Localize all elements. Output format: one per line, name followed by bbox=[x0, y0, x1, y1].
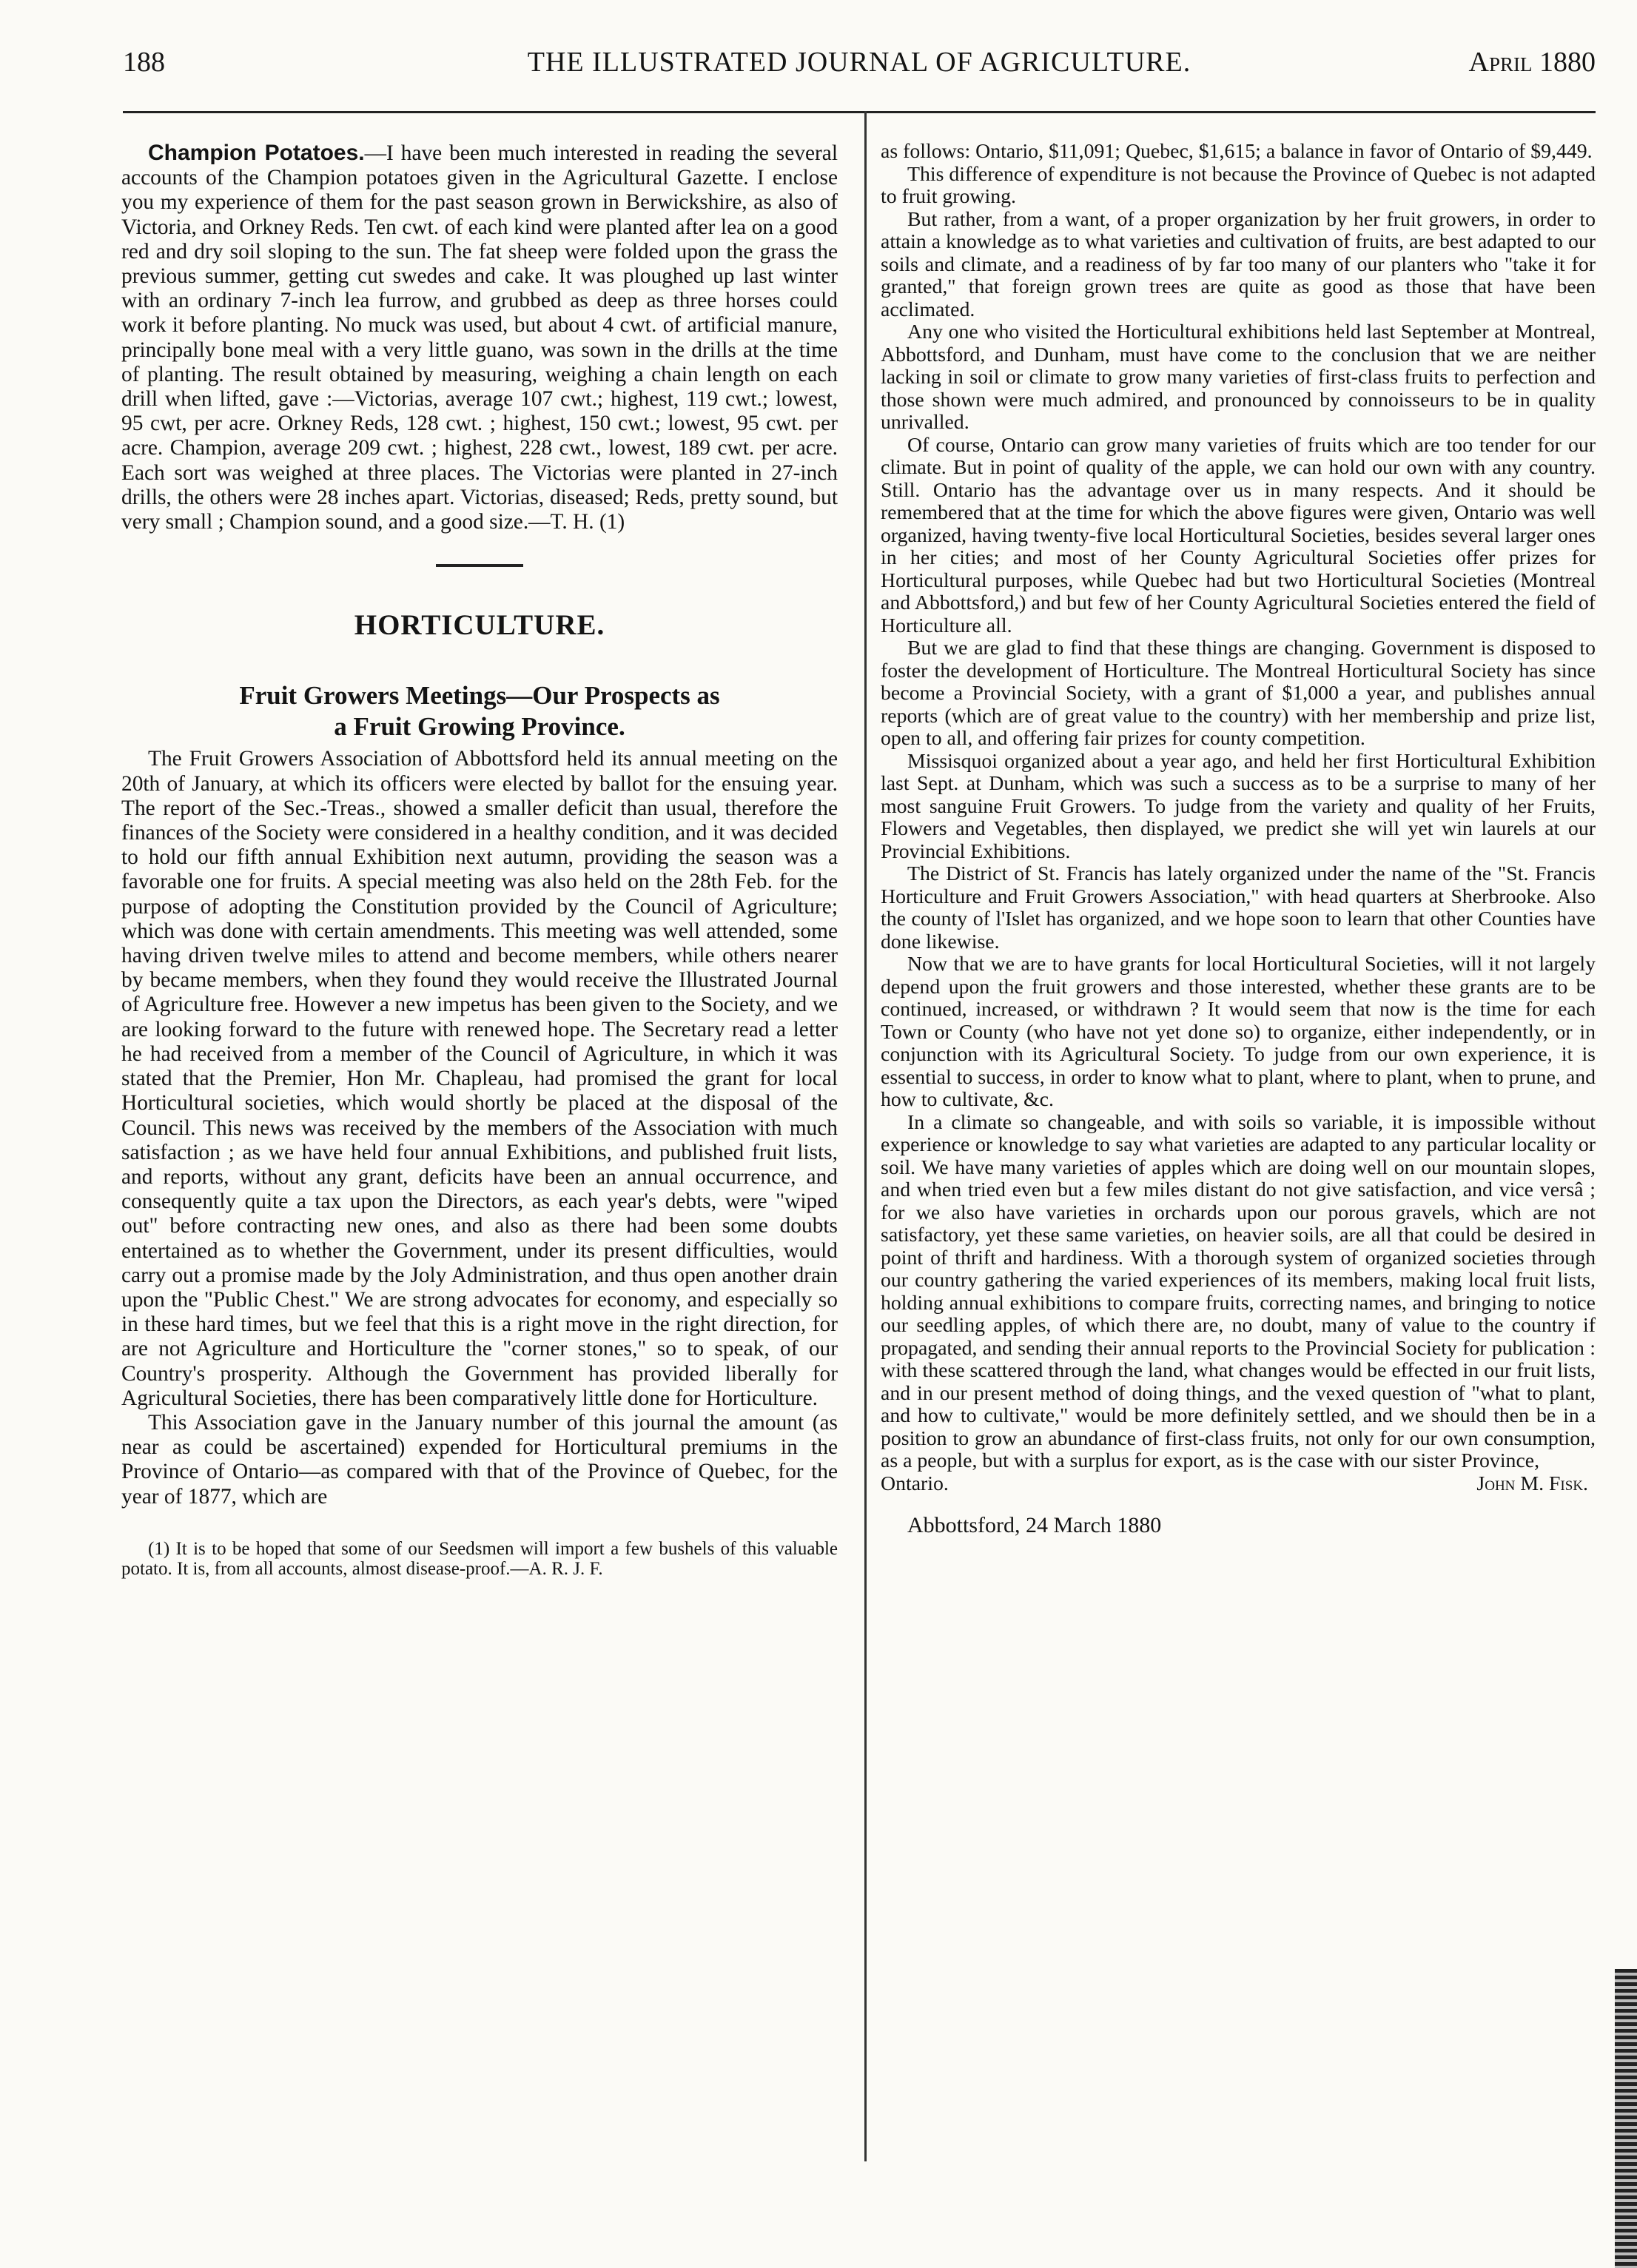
section-separator bbox=[436, 564, 523, 567]
article-paragraph: This Association gave in the January number of this journal the amount (as near as could be ascertained) expended for Horticultural premiums in the Province of Ontario—as compared with that of the Province of Quebec, for the year of 1877, which are bbox=[121, 1410, 838, 1509]
article-paragraph: But rather, from a want, of a proper organization by her fruit growers, in order to attain a knowledge as to what varieties and cultivation of fruits, are best adapted to our soils and climate, and a readiness of by far too many of our planters who "take it for granted," that foreign grown trees are quite as good as those that have been acclimated. bbox=[881, 207, 1596, 321]
scanned-page-edge bbox=[1615, 1969, 1637, 2268]
section-title: HORTICULTURE. bbox=[354, 609, 605, 642]
article-paragraph: Of course, Ontario can grow many varieties of fruits which are too tender for our climate. But in point of quality of the apple, we can hold our own with any country. Still. Ontario has the advantage over us in many respects. And it should be remembered that at the time for which the above figures were given, Ontario was well organized, having twenty-five local Horticultural Societies, besides several larger ones in her cities; and most of her County Agricultural Societies offer prizes for Horticultural purposes, while Quebec had but two Horticultural Societies (Montreal and Abbottsford,) and but few of her County Agricultural Societies entered the field of Horticulture all. bbox=[881, 433, 1596, 637]
article-paragraph: This difference of expenditure is not because the Province of Quebec is not adapted to fruit growing. bbox=[881, 162, 1596, 208]
signoff-place: Ontario. bbox=[881, 1472, 949, 1495]
right-column bbox=[881, 141, 1596, 1537]
potatoes-paragraph bbox=[121, 141, 838, 534]
page-header bbox=[123, 46, 1596, 90]
signature-row bbox=[881, 1473, 1596, 1496]
article-title bbox=[121, 680, 838, 742]
article-title-line-2: a Fruit Growing Province. bbox=[334, 712, 625, 742]
article-paragraph: The District of St. Francis has lately organized under the name of the "St. Francis Horticulture and Fruit Growers Association," with head quarters at Sherbrooke. Also the county of l'Islet has organized, and we hope soon to learn that other Counties have done likewise. bbox=[881, 862, 1596, 953]
column-divider bbox=[864, 111, 867, 2161]
potatoes-body: —I have been much interested in reading the several accounts of the Champion potatoes given in the Agricultural Gazette. I enclose you my experience of them for the past season grown in Berwickshire, as also of Victoria, and Orkney Reds. Ten cwt. of each kind were planted after lea on a good red and dry soil sloping to the sun. The fat sheep were folded upon the grass the previous summer, getting cut swedes and cake. It was ploughed up last winter with an ordinary 7-inch lea furrow, and grubbed as deep as three horses could work it before planting. No muck was used, but about 4 cwt. of artificial manure, principally bone meal with a very little guano, was sown in the drills at the time of planting. The result obtained by measuring, weighing a chain length on each drill when lifted, gave :—Victorias, average 107 cwt.; highest, 119 cwt.; lowest, 95 cwt, per acre. Orkney Reds, 128 cwt. ; highest, 150 cwt.; lowest, 95 cwt. per acre. Champion, average 209 cwt. ; highest, 228 cwt., lowest, 189 cwt. per acre. Each sort was weighed at three places. The Victorias were planted in 27-inch drills, the others were 28 inches apart. Victorias, diseased; Reds, pretty sound, but very small ; Champion sound, and a good size.—T. H. (1) bbox=[121, 141, 838, 534]
article-paragraph: In a climate so changeable, and with soils so variable, it is impossible without experience or knowledge to say what varieties are adapted to any particular locality or soil. We have many varieties of apples which are doing well on our mountain slopes, and when tried even but a few miles distant do not give satisfaction, and vice versâ ; for we also have varieties in orchards upon our porous gravels, which are not satisfactory, yet these same varieties, on heavier soils, are all that could be desired in point of thrift and hardiness. With a thorough system of organized societies through our country gathering the varied experiences of its members, making local fruit lists, holding annual exhibitions to compare fruits, correcting names, and bringing to notice our seedling apples, of which there are, no doubt, many of value to the country if propagated, and sending their annual reports to the Provincial Society for publication : with these scattered through the land, what changes would be effected in our fruit lists, and in our present method of doing things, and the vexed question of "what to plant, and how to cultivate," would be more definitely settled, and we should then be in a position to grow an abundance of first-class fruits, not only for our own consumption, as a people, but with a surplus for export, as is the case with our sister Province, bbox=[881, 1110, 1596, 1472]
article-paragraph: as follows: Ontario, $11,091; Quebec, $1,615; a balance in favor of Ontario of $9,449. bbox=[881, 140, 1593, 163]
article-title-line-1: Fruit Growers Meetings—Our Prospects as bbox=[239, 681, 720, 711]
issue-date: April 1880 bbox=[1468, 47, 1596, 78]
journal-title: THE ILLUSTRATED JOURNAL OF AGRICULTURE. bbox=[527, 47, 1191, 78]
article-paragraph: Missisquoi organized about a year ago, and held her first Horticultural Exhibition last Sept. at Dunham, which was such a success as to be a surprise to many of her most sanguine Fruit Growers. To judge from the variety and quality of her Fruits, Flowers and Vegetables, then displayed, we predict she will yet win laurels at our Provincial Exhibitions. bbox=[881, 749, 1596, 863]
dateline: Abbottsford, 24 March 1880 bbox=[907, 1513, 1162, 1537]
article-paragraph: The Fruit Growers Association of Abbottsford held its annual meeting on the 20th of January, at which its officers were elected by ballot for the ensuing year. The report of the Sec.-Treas., showed a smaller deficit than usual, therefore the finances of the Society were considered in a healthy condition, and it was decided to hold our fifth annual Exhibition next autumn, providing the season was a favorable one for fruits. A special meeting was also held on the 28th Feb. for the purpose of adopting the Constitution provided by the Council of Agriculture; which was done with certain amendments. This meeting was well attended, some having driven twelve miles to attend and become members, while others nearer by became members, when they found they would receive the Illustrated Journal of Agriculture free. However a new impetus has been given to the Society, and we are looking forward to the future with renewed hope. The Secretary read a letter he had received from a member of the Council of Agriculture, in which it was stated that the Premier, Hon Mr. Chapleau, had promised the grant for local Horticultural societies, which would shortly be placed at the disposal of the Council. This news was received by the members of the Association with much satisfaction ; as we have held four annual Exhibitions, and published fruit lists, and reports, without any grant, deficits have been an annual occurrence, and consequently quite a tax upon the Directors, as each year's debts, were "wiped out" before contracting new ones, and also as there had been some doubts entertained as to whether the Government, under its present difficulties, would carry out a promise made by the Joly Administration, and thus open another drain upon the "Public Chest." We are strong advocates for economy, and especially so in these hard times, but we feel that this is a right move in the right direction, for are not Agriculture and Horticulture the "corner stones," so to speak, of our Country's prosperity. Although the Government has provided liberally for Agricultural Societies, there has been comparatively little done for Horticulture. bbox=[121, 747, 838, 1410]
header-rule bbox=[123, 111, 1596, 113]
footnote-text: (1) It is to be hoped that some of our Seedsmen will import a few bushels of this valuable potato. It is, from all accounts, almost disease-proof.—A. R. J. F. bbox=[121, 1538, 838, 1580]
article-paragraph: Any one who visited the Horticultural exhibitions held last September at Montreal, Abbottsford, and Dunham, must have come to the conclusion that we are neither lacking in soil or climate to grow many varieties of first-class fruits to perfection and those shown were much admired, and pronounced by connoisseurs to be in quality unrivalled. bbox=[881, 321, 1596, 434]
left-column bbox=[121, 141, 838, 1580]
article-paragraph: But we are glad to find that these things are changing. Government is disposed to foster the development of Horticulture. The Montreal Horticultural Society has since become a Provincial Society, with a grant of $1,000 a year, and publishes annual reports (which are of great value to the country) with her membership and prize list, open to all, and offering fair prizes for county competition. bbox=[881, 637, 1596, 750]
footnote bbox=[121, 1539, 838, 1580]
author-signature: John M. Fisk. bbox=[1476, 1472, 1588, 1495]
page-number: 188 bbox=[123, 47, 165, 78]
article-paragraph: Now that we are to have grants for local Horticultural Societies, will it not largely depend upon the fruit growers and those interested, whether these grants are to be continued, increased, or withdrawn ? It would seem that now is the time for each Town or County (who have not yet done so) to organize, either independently, or in conjunction with its Agricultural Society. To judge from our own experience, it is essential to success, in order to know what to plant, where to plant, when to prune, and how to cultivate, &c. bbox=[881, 953, 1596, 1111]
potatoes-heading: Champion Potatoes. bbox=[148, 141, 365, 165]
